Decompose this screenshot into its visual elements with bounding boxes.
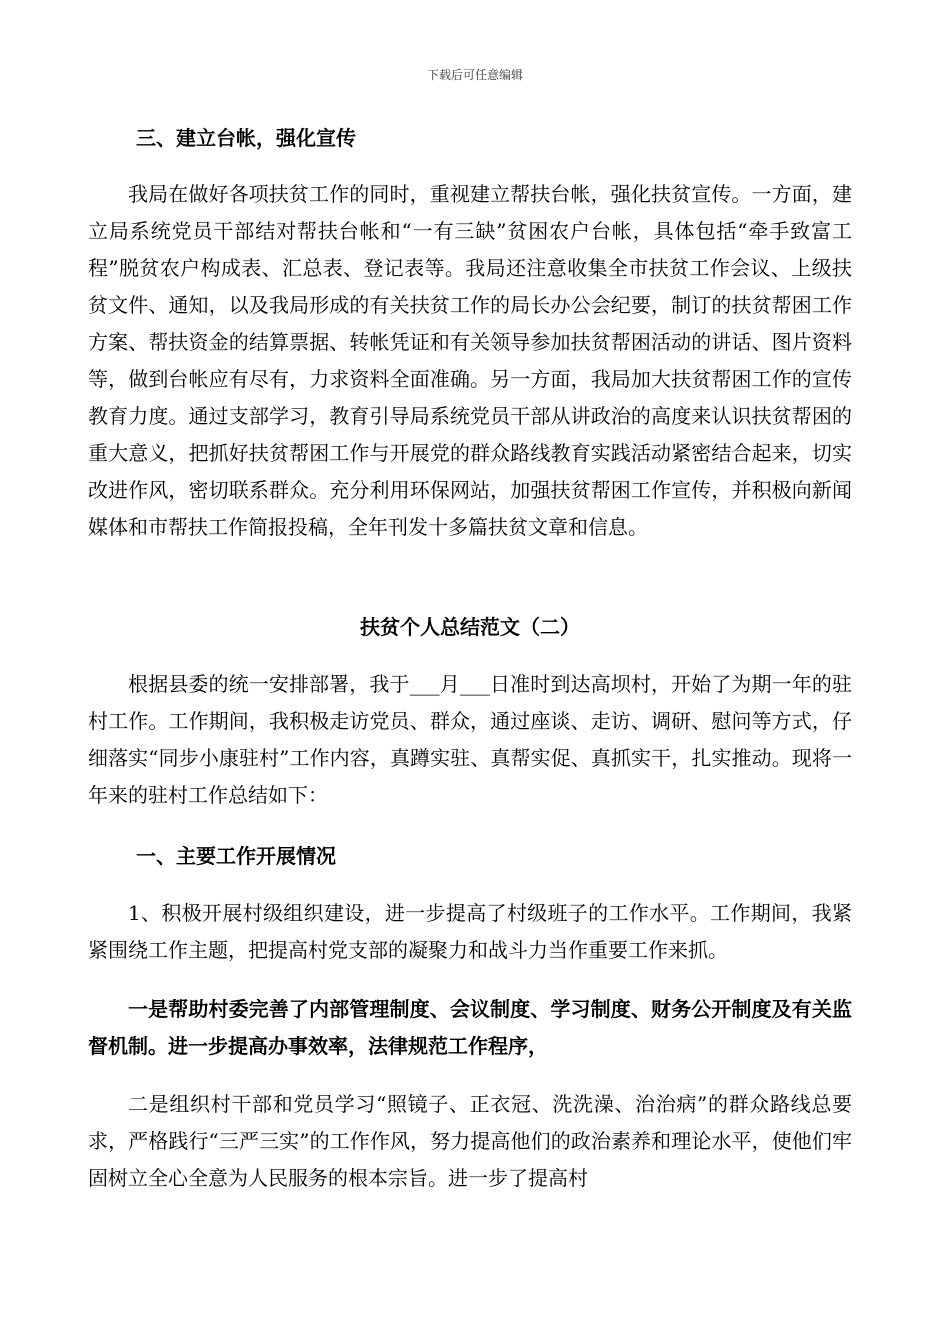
item1-paragraph: 1、积极开展村级组织建设，进一步提高了村级班子的工作水平。工作期间，我紧紧围绕工作主题，把提高村党支部的凝聚力和战斗力当作重要工作来抓。 xyxy=(88,901,852,962)
item2-paragraph: 二是组织村干部和党员学习“照镜子、正衣冠、洗洗澡、治治病”的群众路线总要求，严格践行“三严三实”的工作作风，努力提高他们的政治素养和理论水平，使他们牢固树立全心全意为人民服务的根本宗旨。进一步了提高村 xyxy=(88,1092,852,1190)
bold-item-paragraph: 一是帮助村委完善了内部管理制度、会议制度、学习制度、财务公开制度及有关监督机制。进一步提高办事效率，法律规范工作程序， xyxy=(88,997,852,1058)
page-header-note: 下载后可任意编辑 xyxy=(426,68,523,82)
article-title: 扶贫个人总结范文（二） xyxy=(360,615,580,639)
section-heading-3: 三、建立台帐，强化宣传 xyxy=(136,126,356,150)
section-heading-1: 一、主要工作开展情况 xyxy=(136,844,336,868)
intro-paragraph: 根据县委的统一安排部署，我于___月___日准时到达高坝村，开始了为期一年的驻村工作。工作期间，我积极走访党员、群众，通过座谈、走访、调研、慰问等方式，仔细落实“同步小康驻村”工作内容，真蹲实驻、真帮实促、真抓实干，扎实推动。现将一年来的驻村工作总结如下： xyxy=(88,672,852,807)
section3-paragraph: 我局在做好各项扶贫工作的同时，重视建立帮扶台帐，强化扶贫宣传。一方面，建立局系统党员干部结对帮扶台帐和“一有三缺”贫困农户台帐，具体包括“牵手致富工程”脱贫农户构成表、汇总表、登记表等。我局还注意收集全市扶贫工作会议、上级扶贫文件、通知，以及我局形成的有关扶贫工作的局长办公会纪要，制订的扶贫帮困工作方案、帮扶资金的结算票据、转帐凭证和有关领导参加扶贫帮困活动的讲话、图片资料等，做到台帐应有尽有，力求资料全面准确。另一方面，我局加大扶贫帮困工作的宣传教育力度。通过支部学习，教育引导局系统党员干部从讲政治的高度来认识扶贫帮困的重大意义，把抓好扶贫帮困工作与开展党的群众路线教育实践活动紧密结合起来，切实改进作风，密切联系群众。充分利用环保网站，加强扶贫帮困工作宣传，并积极向新闻媒体和市帮扶工作简报投稿，全年刊发十多篇扶贫文章和信息。 xyxy=(88,182,852,539)
